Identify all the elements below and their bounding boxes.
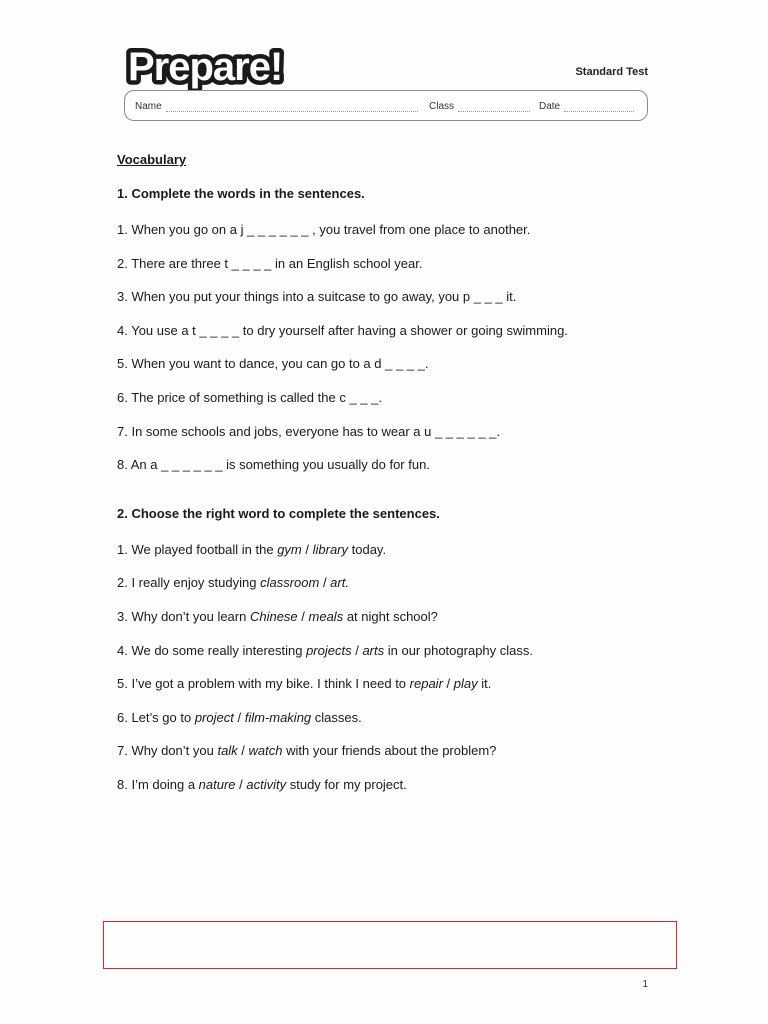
- option-a: talk: [217, 743, 238, 759]
- item-text: 1. We played football in the: [117, 541, 278, 557]
- logo-text: Prepare!: [128, 45, 283, 89]
- standard-test-label: Standard Test: [575, 66, 648, 78]
- option-b: arts: [362, 642, 385, 658]
- option-separator: /: [442, 676, 454, 692]
- item-text: 5. I’ve got a problem with my bike. I think I need to: [117, 676, 410, 692]
- list-item: 4. You use a t _ _ _ _ to dry yourself after having a shower or going swimming.: [117, 322, 568, 338]
- prepare-logo: [124, 40, 296, 88]
- list-item: [117, 606, 677, 640]
- list-item: 3. When you put your things into a suitcase to go away, you p _ _ _ it.: [117, 289, 517, 305]
- date-line: [564, 102, 634, 112]
- option-separator: /: [297, 608, 309, 624]
- item-text: 3. Why don’t you learn: [117, 608, 250, 624]
- section1-list: [117, 219, 677, 488]
- date-label: Date: [539, 101, 561, 112]
- list-item: 6. The price of something is called the c _ _ _.: [117, 389, 382, 405]
- list-item: 8. An a _ _ _ _ _ _ is something you usually do for fun.: [117, 457, 430, 473]
- item-text: in our photography class.: [384, 642, 533, 658]
- item-text: 2. I really enjoy studying: [117, 575, 261, 591]
- class-label: Class: [429, 101, 455, 112]
- vocabulary-heading: Vocabulary: [117, 152, 187, 167]
- option-b: film-making: [244, 709, 312, 725]
- option-separator: /: [235, 776, 247, 792]
- option-b: watch: [248, 743, 283, 759]
- name-label: Name: [135, 101, 162, 112]
- section2-title: 2. Choose the right word to complete the sentences.: [117, 505, 440, 521]
- item-text: 7. Why don’t you: [117, 743, 218, 759]
- test-content: [117, 152, 677, 808]
- list-item: [117, 707, 677, 741]
- item-text: study for my project.: [286, 776, 407, 792]
- list-item: [117, 774, 677, 808]
- list-item: 2. There are three t _ _ _ _ in an English school year.: [117, 255, 423, 271]
- item-text: at night school?: [343, 608, 438, 624]
- option-a: nature: [198, 776, 236, 792]
- option-a: Chinese: [249, 608, 298, 624]
- option-separator: /: [319, 575, 331, 591]
- list-item: [117, 740, 677, 774]
- option-b: art.: [330, 575, 349, 591]
- option-b: activity: [246, 776, 287, 792]
- option-separator: /: [351, 642, 363, 658]
- item-text: it.: [477, 676, 492, 692]
- list-item: 5. When you want to dance, you can go to a d _ _ _ _.: [117, 356, 429, 372]
- list-item: [117, 673, 677, 707]
- section1-title: 1. Complete the words in the sentences.: [117, 186, 365, 201]
- option-a: project: [194, 709, 234, 725]
- list-item: [117, 572, 677, 606]
- option-separator: /: [237, 743, 249, 759]
- item-text: 4. We do some really interesting: [117, 642, 307, 658]
- list-item: [117, 539, 677, 573]
- section2-list: [117, 539, 677, 808]
- option-b: library: [312, 541, 349, 557]
- student-info-box: [124, 90, 648, 121]
- option-a: projects: [306, 642, 352, 658]
- item-text: classes.: [311, 709, 362, 725]
- item-text: today.: [348, 541, 387, 557]
- name-line: [166, 102, 418, 112]
- list-item: 1. When you go on a j _ _ _ _ _ _ , you travel from one place to another.: [117, 222, 531, 237]
- highlight-box: [103, 921, 677, 969]
- name-field[interactable]: [135, 101, 418, 112]
- class-field[interactable]: [429, 101, 530, 112]
- item-text: 6. Let’s go to: [117, 709, 195, 725]
- list-item: [117, 640, 677, 674]
- option-a: gym: [277, 541, 302, 557]
- list-item: 7. In some schools and jobs, everyone has to wear a u _ _ _ _ _ _.: [117, 423, 501, 439]
- item-text: 8. I’m doing a: [117, 776, 199, 792]
- option-b: play: [453, 676, 478, 692]
- date-field[interactable]: [539, 101, 634, 112]
- item-text: with your friends about the problem?: [282, 743, 497, 759]
- option-separator: /: [301, 541, 313, 557]
- option-a: repair: [409, 676, 443, 692]
- class-line: [458, 102, 530, 112]
- option-a: classroom: [260, 575, 320, 591]
- option-separator: /: [233, 709, 245, 725]
- page-number: 1: [642, 979, 648, 990]
- option-b: meals: [308, 608, 344, 624]
